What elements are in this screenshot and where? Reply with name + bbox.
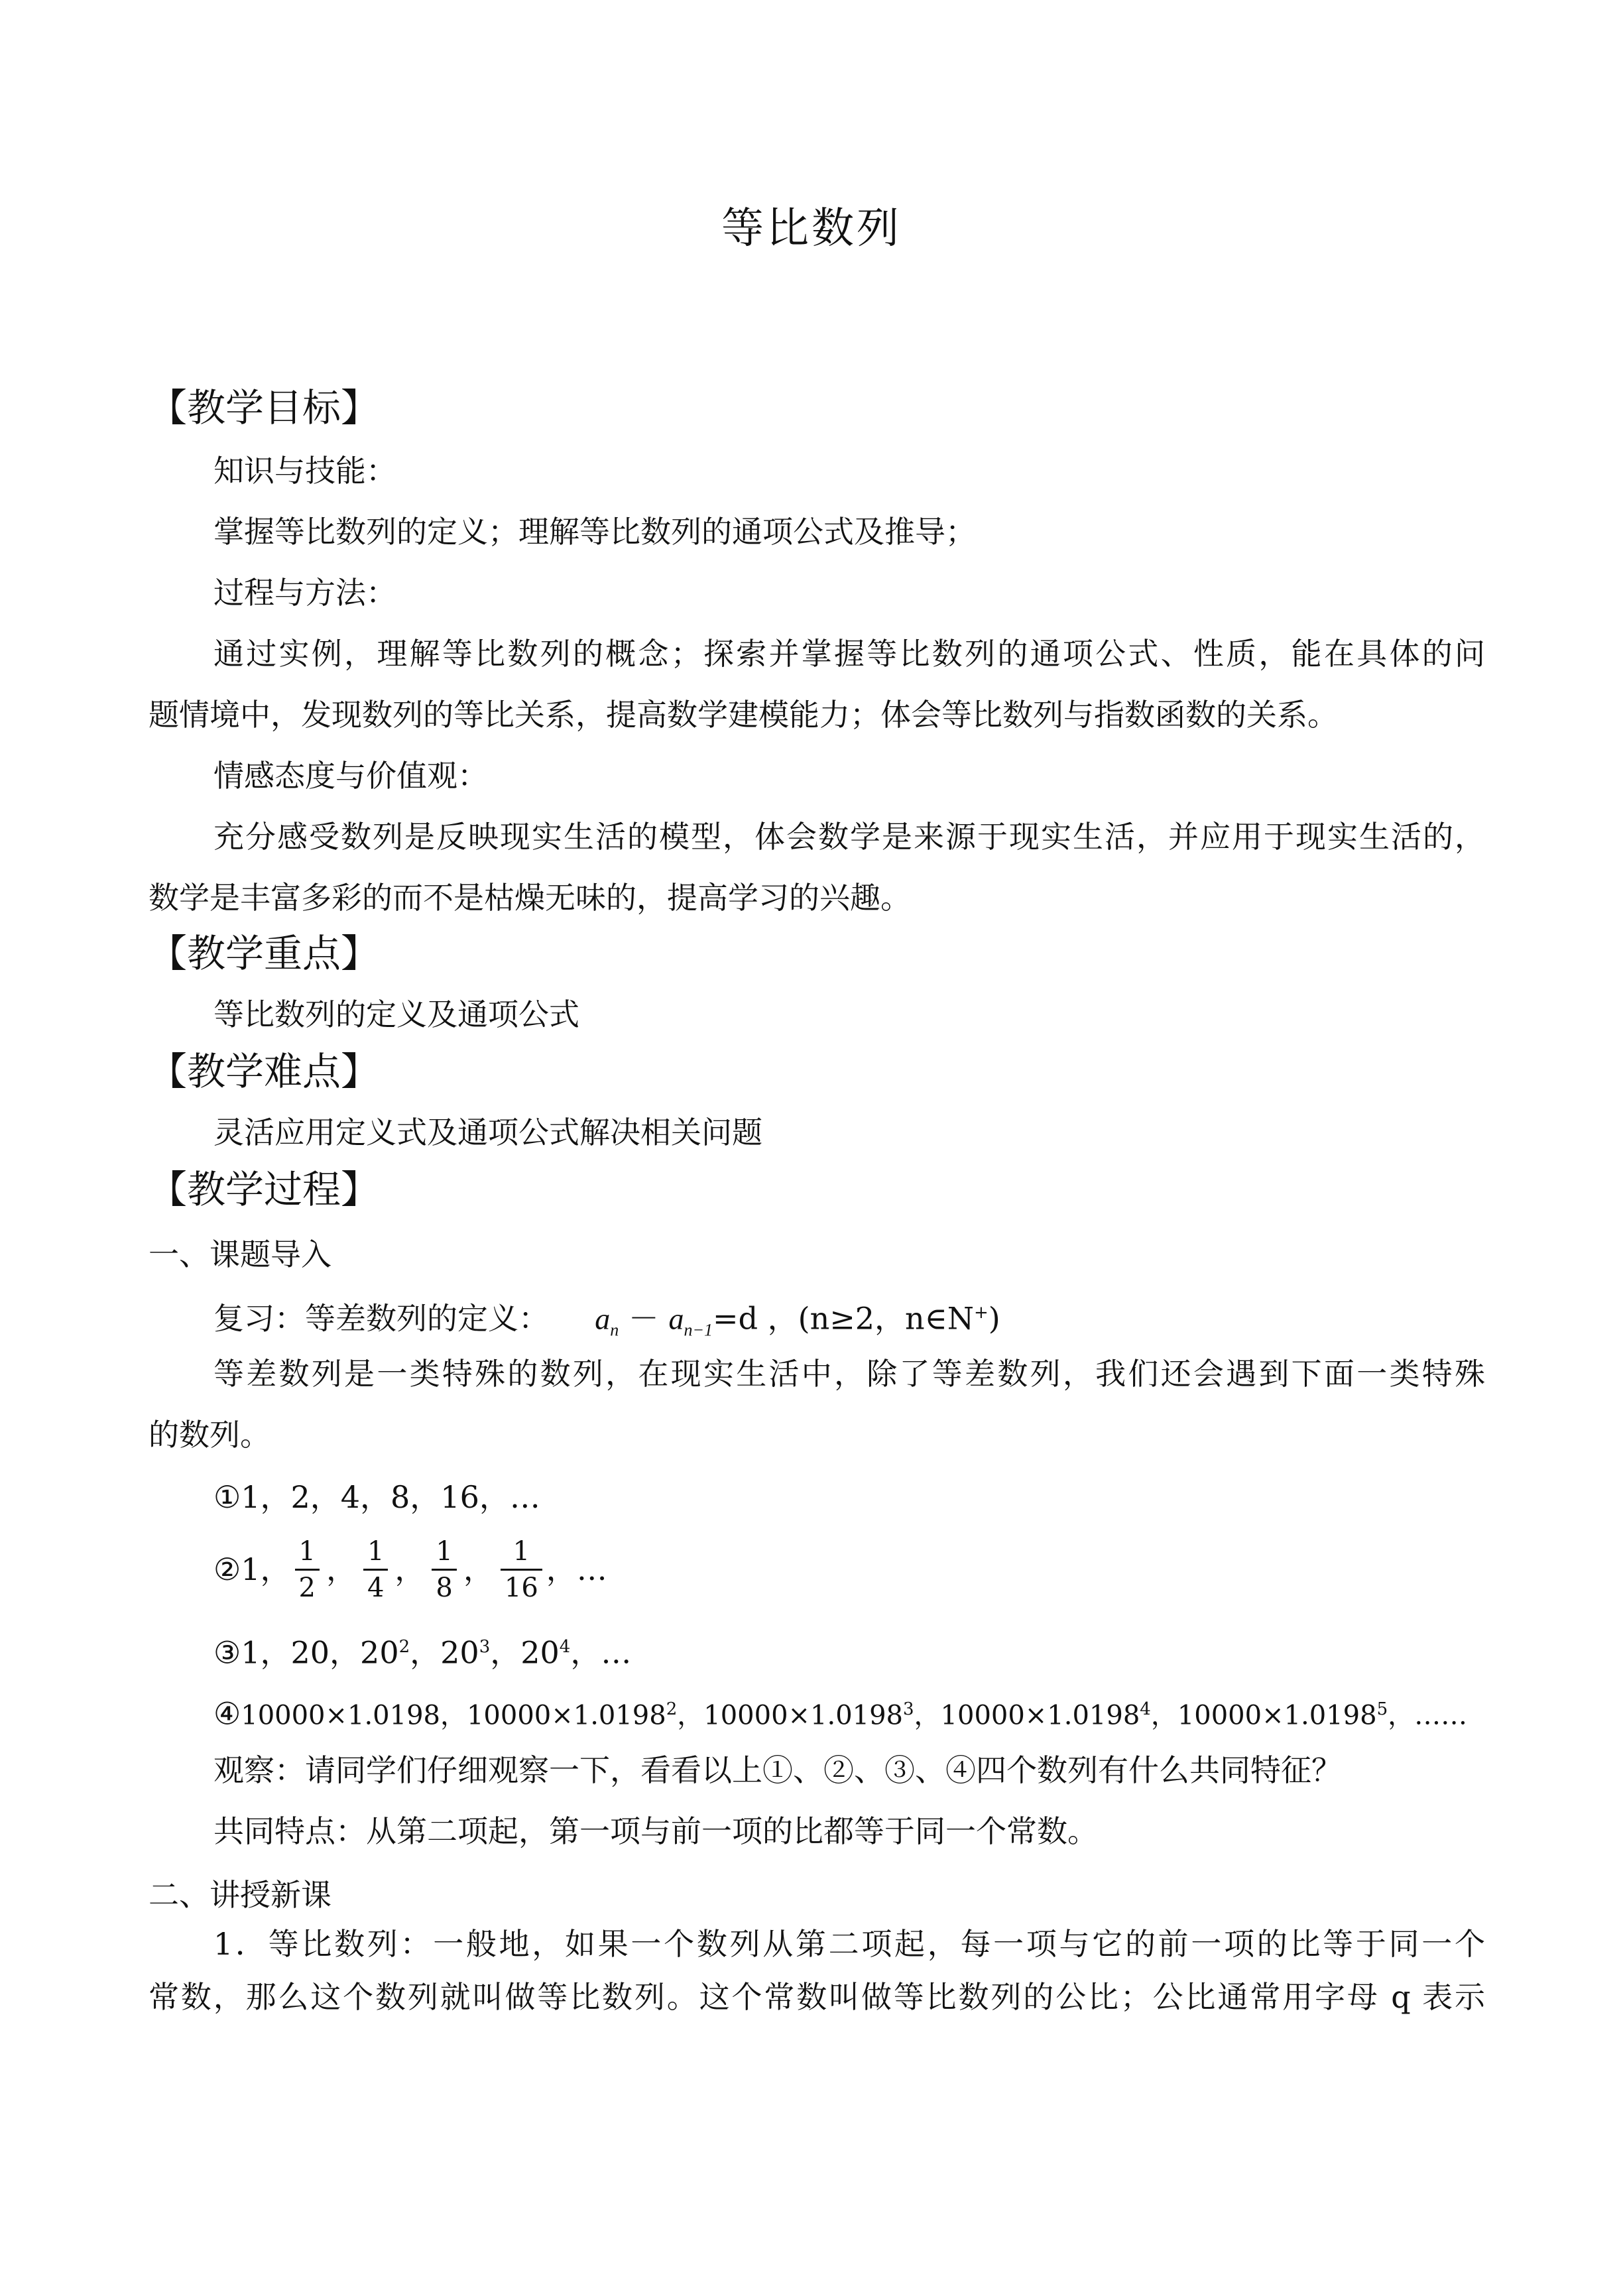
formula-plus-sup: +	[973, 1303, 989, 1323]
intro-line-1: 等差数列是一类特殊的数列，在现实生活中，除了等差数列，我们还会遇到下面一类特殊	[213, 1356, 1485, 1392]
process-text-line-1: 通过实例，理解等比数列的概念；探索并掌握等比数列的通项公式、性质，能在具体的问	[213, 636, 1485, 672]
common-feature: 共同特点：从第二项起，第一项与前一项的比都等于同一个常数。	[213, 1813, 1098, 1849]
formula-term-a-prev: a	[668, 1301, 684, 1336]
sequence-3: ③1，20，$20^2$，$20^3$，$20^4$，…	[213, 1634, 632, 1671]
page-title: 等比数列	[721, 204, 902, 253]
process-heading: 【教学过程】	[149, 1167, 380, 1212]
fraction-1-4: $\frac{1}{4}$	[363, 1534, 388, 1605]
emotion-text-line-1: 充分感受数列是反映现实生活的模型，体会数学是来源于现实生活，并应用于现实生活的，	[213, 819, 1485, 855]
seq2-end: ，…	[546, 1551, 607, 1587]
difficulties-heading: 【教学难点】	[149, 1049, 380, 1094]
section2-title: 二、讲授新课	[149, 1877, 331, 1913]
sequence-1: ①1，2，4，8，16，…	[213, 1479, 540, 1515]
key-points-text: 等比数列的定义及通项公式	[213, 997, 579, 1032]
formula-minus: －	[628, 1300, 659, 1337]
objectives-heading: 【教学目标】	[149, 385, 380, 430]
fraction-1-16: $\frac{1}{16}$	[501, 1534, 542, 1605]
review-definition-line	[213, 1292, 1000, 1352]
sequence-4: ④10000×1.0198，$10000\times 1.0198^2$，$10000\times 1.0198^3$，$10000\times 1.0198^4$，$10000\times 1.0198^5$，……	[213, 1695, 1468, 1732]
formula-rest: =d ，(n≥2，n∈N	[713, 1300, 974, 1337]
key-points-heading: 【教学重点】	[149, 931, 380, 976]
formula-sub-n: n	[610, 1320, 619, 1340]
difficulties-text: 灵活应用定义式及通项公式解决相关问题	[213, 1115, 762, 1150]
definition-line-2: 常数，那么这个数列就叫做等比数列。这个常数叫做等比数列的公比；公比通常用字母 q 表示	[149, 1979, 1485, 2015]
definition-line-1: 1．等比数列：一般地，如果一个数列从第二项起，每一项与它的前一项的比等于同一个	[213, 1926, 1485, 1962]
knowledge-label: 知识与技能：	[213, 453, 396, 489]
emotion-label: 情感态度与价值观：	[213, 758, 488, 794]
process-label: 过程与方法：	[213, 575, 396, 611]
intro-line-2: 的数列。	[149, 1417, 270, 1453]
emotion-text-line-2: 数学是丰富多彩的而不是枯燥无味的，提高学习的兴趣。	[149, 880, 911, 916]
section1-title: 一、课题导入	[149, 1237, 331, 1272]
knowledge-text: 掌握等比数列的定义；理解等比数列的通项公式及推导；	[213, 514, 976, 550]
process-text-line-2: 题情境中，发现数列的等比关系，提高数学建模能力；体会等比数列与指数函数的关系。	[149, 697, 1338, 733]
sequence-2: ②1， $\frac{1}{2}$ ， $\frac{1}{4}$ ， $\frac{1}{8}$ ， $\frac{1}{16}$ ，…	[213, 1533, 607, 1608]
formula-term-a: a	[595, 1301, 611, 1336]
review-prefix: 复习：等差数列的定义：	[213, 1300, 549, 1337]
formula-close: )	[988, 1300, 1000, 1337]
formula-sub-n-minus-1: n−1	[684, 1320, 713, 1340]
fraction-1-2: $\frac{1}{2}$	[295, 1534, 320, 1605]
fraction-1-8: $\frac{1}{8}$	[432, 1534, 456, 1605]
seq2-prefix: ②1，	[213, 1551, 291, 1587]
observe-question: 观察：请同学们仔细观察一下，看看以上①、②、③、④四个数列有什么共同特征？	[213, 1752, 1342, 1788]
